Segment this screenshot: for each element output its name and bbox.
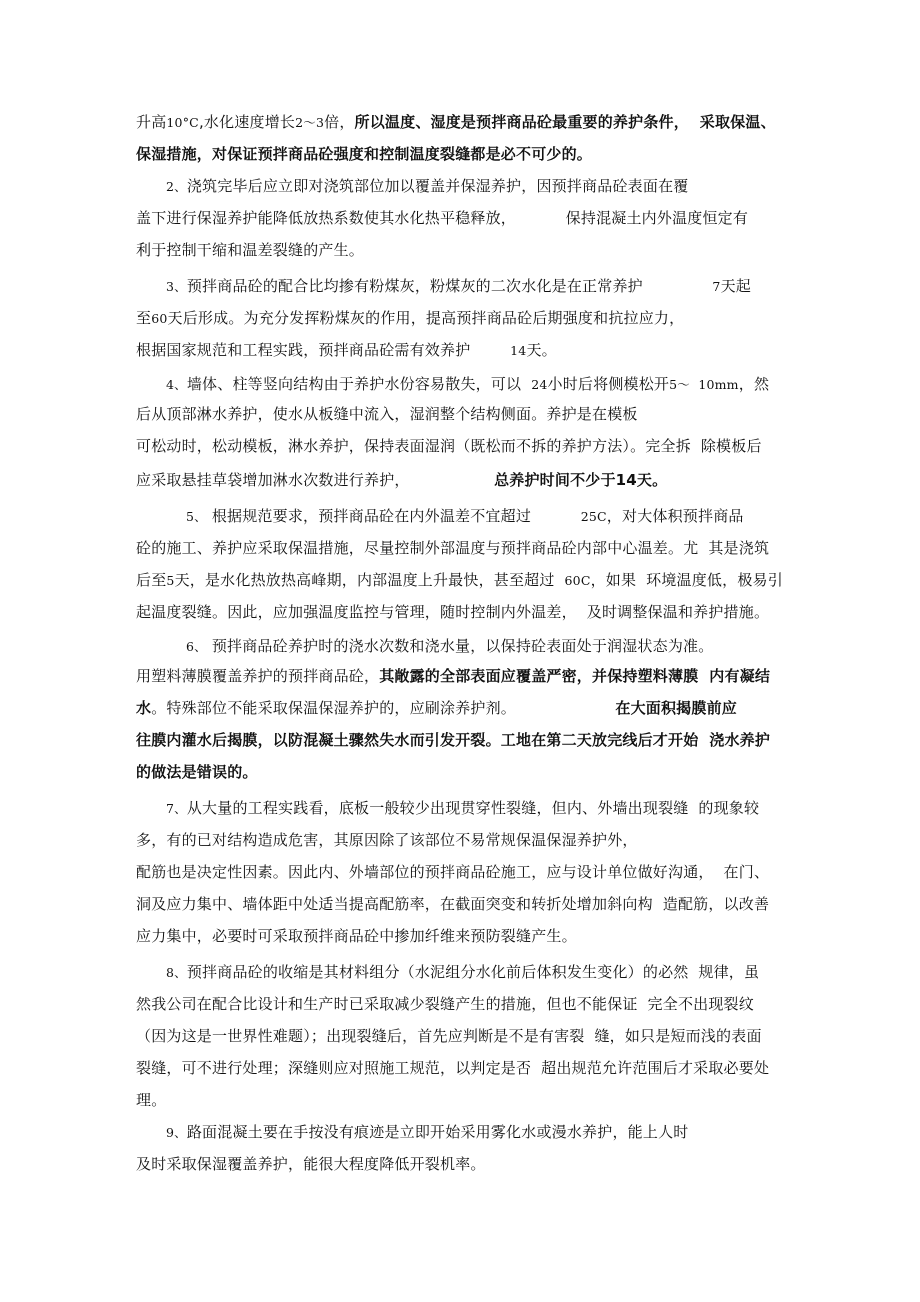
text-run: 后至 xyxy=(136,571,167,589)
text-run: 天，是水化热放热高峰期，内部温度上升最快，甚至超过 xyxy=(174,571,565,589)
text-line xyxy=(136,340,557,360)
text-run: 60C xyxy=(564,573,591,588)
text-run: 2～3 xyxy=(295,115,325,130)
text-run: 升高 xyxy=(136,113,167,131)
text-line xyxy=(136,144,592,164)
text-run: 墙体、柱等竖向结构由于养护水份容易散失，可以 xyxy=(186,375,532,393)
text-line xyxy=(136,404,638,424)
text-line xyxy=(166,374,769,394)
text-run: 。特殊部位不能采取保温保湿养护的，应刷涂养护剂。 xyxy=(151,699,616,717)
text-line xyxy=(136,1026,762,1046)
text-line xyxy=(136,730,770,750)
text-run: 盖下进行保湿养护能降低放热系数使其水化热平稳释放， 保持混凝土内外温度恒定有 xyxy=(136,209,749,227)
text-run: 可松动时，松动模板，淋水养护，保持表面湿润（既松而不拆的养护方法）。完全拆 除模板后 xyxy=(136,437,762,455)
text-run: 路面混凝土要在手按没有痕迹是立即开始采用雾化水或漫水养护，能上人时 xyxy=(186,1123,689,1141)
text-run: 应力集中，必要时可采取预拌商品砼中掺加纤维来预防裂缝产生。 xyxy=(136,927,577,945)
text-run: 至 xyxy=(136,309,152,327)
bold-text: 所以温度、湿度是预拌商品砼最重要的养护条件， 采取保温、 xyxy=(354,113,776,131)
text-run: 5～ 10mm xyxy=(669,377,739,392)
bold-text: 其敞露的全部表面应覆盖严密，并保持塑料薄膜 内有凝结 xyxy=(379,667,771,685)
text-line xyxy=(136,112,776,132)
text-line xyxy=(136,1154,486,1174)
text-run: 砼的施工、养护应采取保温措施，尽量控制外部温度与预拌商品砼内部中心温差。尤 其是浇筑 xyxy=(136,539,770,557)
text-line xyxy=(166,962,759,982)
text-run: 预拌商品砼的配合比均掺有粉煤灰，粉煤灰的二次水化是在正常养护 xyxy=(186,277,713,295)
text-line xyxy=(166,798,759,818)
text-run: 及时采取保湿覆盖养护，能很大程度降低开裂机率。 xyxy=(136,1155,486,1173)
text-run: 5 xyxy=(166,573,175,588)
text-run: 配筋也是决定性因素。因此内、外墙部位的预拌商品砼施工，应与设计单位做好沟通， 在门、 xyxy=(136,863,770,881)
text-line xyxy=(136,602,769,622)
text-line xyxy=(186,636,713,656)
text-run: 天。 xyxy=(526,341,557,359)
text-run: 7、 xyxy=(166,801,187,816)
text-line xyxy=(166,276,751,296)
text-line xyxy=(136,436,762,456)
text-run: ，对大体积预拌商品 xyxy=(606,507,744,525)
text-line xyxy=(136,994,754,1014)
text-run: ,水化速度增长 xyxy=(198,113,296,131)
text-line xyxy=(136,666,770,686)
text-run: 8、 xyxy=(166,965,187,980)
text-run: 理。 xyxy=(136,1091,167,1109)
text-run: 应采取悬挂草袋增加淋水次数进行养护， xyxy=(136,471,495,489)
text-run: 25C xyxy=(580,509,607,524)
text-run: 然我公司在配合比设计和生产时已采取减少裂缝产生的措施，但也不能保证 完全不出现裂纹 xyxy=(136,995,754,1013)
text-run: 裂缝，可不进行处理；深缝则应对照施工规范，以判定是否 超出规范允许范围后才采取必要处 xyxy=(136,1059,770,1077)
text-run: 浇筑完毕后应立即对浇筑部位加以覆盖并保湿养护，因预拌商品砼表面在覆 xyxy=(186,177,689,195)
text-run: 4、 xyxy=(166,377,187,392)
text-line xyxy=(136,538,769,558)
bold-text: 的做法是错误的。 xyxy=(136,763,258,781)
text-run: 6、 xyxy=(186,639,207,654)
text-run: 10°C xyxy=(166,115,199,130)
text-run: 天后形成。为充分发挥粉煤灰的作用，提高预拌商品砼后期强度和抗拉应力， xyxy=(167,309,685,327)
text-line xyxy=(166,176,688,196)
text-run: 14 xyxy=(510,343,527,358)
text-run: 用塑料薄膜覆盖养护的预拌商品砼， xyxy=(136,667,380,685)
text-run: 小时后将侧模松开 xyxy=(547,375,670,393)
text-line xyxy=(166,1122,688,1142)
text-line xyxy=(136,862,769,882)
bold-text: 水 xyxy=(136,699,152,717)
text-run: 预拌商品砼的收缩是其材料组分（水泥组分水化前后体积发生变化）的必然 规律，虽 xyxy=(186,963,760,981)
text-run: 起温度裂缝。因此，应加强温度监控与管理，随时控制内外温差， 及时调整保温和养护措施。 xyxy=(136,603,770,621)
text-line xyxy=(136,570,783,590)
text-line xyxy=(136,308,684,328)
text-line xyxy=(136,830,638,850)
text-run: 后从顶部淋水养护，使水从板缝中流入，湿润整个结构侧面。养护是在模板 xyxy=(136,405,638,423)
text-line xyxy=(136,894,769,914)
text-run: 7 xyxy=(712,279,721,294)
text-run: 60 xyxy=(151,311,168,326)
text-run: 利于控制干缩和温差裂缝的产生。 xyxy=(136,241,365,259)
text-run: 洞及应力集中、墙体距中处适当提高配筋率，在截面突变和转折处增加斜向构 造配筋，以改善 xyxy=(136,895,770,913)
text-run: 倍， xyxy=(324,113,355,131)
text-line xyxy=(136,926,577,946)
text-run: ，如果 环境温度低，极易引 xyxy=(590,571,783,589)
text-line xyxy=(136,698,737,718)
text-run: 9、 xyxy=(166,1125,187,1140)
text-line xyxy=(136,762,258,782)
text-run: 预拌商品砼养护时的浇水次数和浇水量，以保持砼表面处于润湿状态为准。 xyxy=(206,637,714,655)
text-run: 3、 xyxy=(166,279,187,294)
bold-text: 往膜内灌水后揭膜，以防混凝土骤然失水而引发开裂。工地在第二天放完线后才开始 浇水养护 xyxy=(136,731,771,749)
text-run: 根据规范要求，预拌商品砼在内外温差不宜超过 xyxy=(206,507,581,525)
text-line xyxy=(186,506,744,526)
text-line xyxy=(136,470,667,490)
bold-text: 总养护时间不少于14天。 xyxy=(494,471,668,489)
text-line xyxy=(136,1058,769,1078)
text-run: 5、 xyxy=(186,509,207,524)
text-run: （因为这是一世界性难题）；出现裂缝后，首先应判断是不是有害裂 缝，如只是短而浅的表面 xyxy=(136,1027,762,1045)
text-run: 从大量的工程实践看，底板一般较少出现贯穿性裂缝，但内、外墙出现裂缝 的现象较 xyxy=(186,799,760,817)
text-line xyxy=(136,208,748,228)
text-line xyxy=(136,1090,166,1110)
text-run: 多，有的已对结构造成危害，其原因除了该部位不易常规保温保湿养护外， xyxy=(136,831,638,849)
text-line xyxy=(136,240,364,260)
bold-text: 保湿措施，对保证预拌商品砼强度和控制温度裂缝都是必不可少的。 xyxy=(136,145,593,163)
text-run: ，然 xyxy=(738,375,770,393)
text-run: 2、 xyxy=(166,179,187,194)
text-run: 24 xyxy=(531,377,548,392)
bold-text: 在大面积揭膜前应 xyxy=(615,699,737,717)
text-run: 根据国家规范和工程实践，预拌商品砼需有效养护 xyxy=(136,341,511,359)
text-run: 天起 xyxy=(720,277,751,295)
